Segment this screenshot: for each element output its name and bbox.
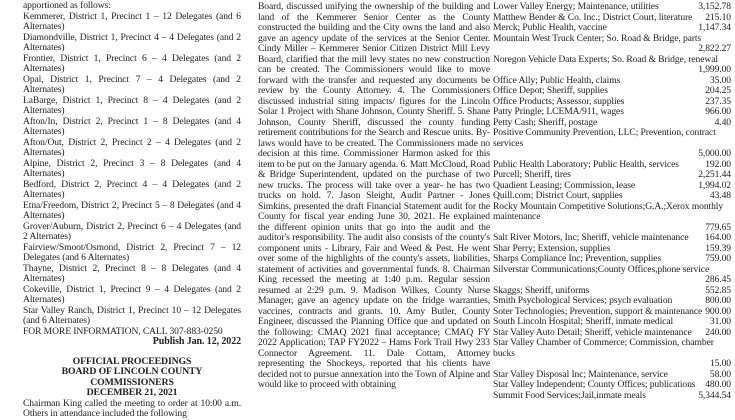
delegate-entry: Etna/Freedom, District 2, Precinct 5 – 8 Delegates (and 4 Alternates) [23, 199, 241, 221]
left-column [23, 1, 241, 420]
delegate-entry: Opal, District 1, Precinct 7 – 4 Delegates (and 2 Alternates) [23, 73, 241, 95]
middle-column [258, 2, 490, 391]
claim-amount: 58.00 [709, 368, 731, 380]
intro-text: apportioned as follows: [23, 0, 111, 11]
claim-item [493, 265, 731, 286]
claim-item [493, 55, 731, 76]
claim-description: Shar Perry; Extension, supplies [493, 242, 611, 254]
claim-amount: 1,994.02 [698, 179, 731, 191]
claim-amount: 204.25 [705, 85, 731, 96]
claim-amount: 43.48 [709, 190, 731, 201]
claim-description: Smith Psychological Services; psych evaluation [493, 295, 673, 306]
claim-amount: 1,999.00 [698, 64, 731, 75]
claim-item [493, 23, 731, 34]
claim-description: Office Ally; Public Health, claims [493, 74, 621, 86]
delegate-entry: Afton/In, District 2, Precinct 1 – 8 Delegates (and 4 Alternates) [23, 115, 241, 137]
claim-amount: 159.39 [705, 242, 731, 254]
claim-description: Soter Technologies; Prevention, support & maintenance [493, 305, 703, 317]
claim-description: Merck; Public Health, vaccine [493, 22, 607, 33]
claim-item [493, 380, 731, 391]
claim-amount: 5,000.00 [698, 148, 731, 159]
delegate-entry: Thayne, District 2, Precinct 8 – 8 Delegates (and 4 Alternates) [23, 262, 241, 284]
claim-amount: 164.00 [705, 232, 731, 243]
claim-amount: 2,251.44 [698, 169, 731, 180]
claims-list [493, 2, 731, 401]
claim-item [493, 233, 731, 244]
heading-proceedings: OFFICIAL PROCEEDINGS [72, 355, 192, 367]
claim-description: Salt River Motors, Inc; Sheriff, vehicle maintenance [493, 232, 689, 243]
claim-description: Rocky Mountain Competitive Solutions;G.A.;Xerox monthly maintenance [493, 200, 724, 222]
publish-date: Publish Jan. 12, 2022 [152, 336, 241, 347]
claim-description: Skaggs; Sheriff, uniforms [493, 284, 590, 296]
claim-description: Matthew Bender & Co. Inc.; District Court, literature [493, 11, 693, 23]
claim-description: Star Valley Independent; County Offices; publications [493, 379, 696, 390]
claim-item [493, 254, 731, 265]
claim-description: Star Valley Disposal Inc; Maintenance, service [493, 368, 668, 380]
claim-item [493, 317, 731, 328]
claim-description: Quadient Leasing; Commission, lease [493, 179, 635, 191]
claim-description: Office Products; Assessor, supplies [493, 95, 625, 107]
claim-amount: 3,152.78 [698, 1, 731, 12]
delegate-entry: LaBarge, District 1, Precinct 8 – 4 Delegates (and 2 Alternates) [23, 94, 241, 116]
claim-amount: 552.85 [705, 284, 731, 296]
claim-item [493, 391, 731, 402]
delegate-entry: Bedford, District 2, Precinct 4 – 4 Delegates (and 2 Alternates) [23, 178, 241, 200]
claim-item [493, 338, 731, 370]
claim-amount: 480.00 [705, 379, 731, 390]
heading-board: BOARD OF LINCOLN COUNTY COMMISSIONERS [61, 366, 203, 388]
delegate-entry: Afton/Out, District 2, Precinct 2 – 4 Delegates (and 2 Alternates) [23, 136, 241, 158]
claim-description: Lower Valley Energy; Maintenance, utilities [493, 1, 659, 12]
delegate-entry: Kemmerer, District 1, Precinct 1 – 12 Delegates (and 6 Alternates) [23, 10, 241, 32]
claim-description: Purcell; Sheriff, tires [493, 169, 571, 180]
claim-amount: 4.40 [714, 116, 731, 128]
delegate-list [23, 12, 241, 338]
claim-description: Positive Community Prevention, LLC; Prevention, contract services [493, 127, 716, 149]
claim-amount: 1,147.34 [698, 22, 731, 33]
claim-amount: 2,822.27 [698, 43, 731, 54]
claim-description: Summit Food Services;Jail,inmate meals [493, 389, 646, 401]
claim-description: Public Health Laboratory; Public Health, services [493, 158, 679, 170]
claim-description: Sharps Compliance Inc; Prevention, supplies [493, 253, 662, 264]
claim-description: Star Valley Auto Detail; Sheriff, vehicle maintenance [493, 326, 692, 338]
minutes-opening: Chairman King called the meeting to order at 10:00 a.m. Others in attendance included the following [23, 397, 241, 419]
claim-item [493, 86, 731, 97]
claim-amount: 237.35 [705, 95, 731, 107]
claim-item [493, 296, 731, 307]
minutes-body: Board, discussed unifying the ownership of the building and land of the Kemmerer Senior Center as the County constructed the building and the City owns the land and also gave an agency update of the services at the Senior Center. Cindy Miller – Kemmerer Senior Citizen District Mill Levy Board, clarified that the mill levy states no new construction can be created. The Commissioners would like to move forward with the transfer and requested any documents be review by the County Attorney. 4. The Commissioners discussed industrial siting impacts/ figures for the Lincoln Solar 1 Project with Shane Johnson, County Sheriff. 5. Shane Johnson, County Sheriff, discussed the county funding retirement contributions for the Search and Rescue units. By-laws would have to be created. The Commissioners made no decision at this time. Commissioner Harmon asked for this item to be put on the January agenda. 6. Matt McCloud, Road & Bridge Superintendent, updated on the purchase of two new trucks. The process will take over a year- he has two trucks on hold. 7. Jason Sleight, Audit Partner - Jones Simkins, presented the draft Financial Statement audit for the County for fiscal year ending June 30, 2021. He explained the different opinion units that go into the audit and the auditor's responsibility. The audit also consists of the county's component units - Library, Fair and Weed & Pest. He went over some of the highlights of the county's assets, liabilities, statement of activities and governmental funds. 8. Chairman King recessed the meeting at 1:40 p.m. Regular session resumed at 2:29 p.m. 9. Madison Wilkes, County Nurse Manager, gave an agency update on the fridge warranties, vaccines, contracts and grants. 10. Amy Butler, County Engineer, discussed the Planning Office que and updated on the following: CMAQ 2021 final acceptance; CMAQ FY 2022 Application; TAP FY2022 – Hams Fork Trail Hwy 233 Connector Agreement. 11. Dale Cottam, Attorney representing the Shockeys, reported that his clients have decided not to pursue annexation into the Town of Alpine and would like to proceed with obtaining [258, 1, 490, 390]
claim-description: Silverstar Communications;County Offices,phone service [493, 263, 710, 275]
delegate-entry: FOR MORE INFORMATION, CALL 307-883-0250 [23, 325, 223, 337]
claim-item [493, 34, 731, 55]
claim-amount: 759.00 [705, 253, 731, 264]
delegate-entry: Frontier, District 1, Precinct 6 – 4 Delegates (and 2 Alternates) [23, 52, 241, 74]
claim-description: Quill.com; District Court, supplies [493, 190, 623, 201]
claim-amount: 900.00 [705, 305, 731, 317]
delegate-entry: Cokeville, District 1, Precinct 9 – 4 Delegates (and 2 Alternates) [23, 283, 241, 305]
claim-amount: 240.00 [705, 326, 731, 338]
claim-amount: 15.00 [709, 358, 731, 369]
claim-description: Mountain West Truck Center; So. Road & Bridge, parts [493, 32, 702, 44]
heading-date: DECEMBER 21, 2021 [86, 387, 178, 398]
claim-amount: 35.00 [709, 74, 731, 86]
delegate-entry: Star Valley Ranch, District 1, Precinct 10 – 12 Delegates (and 6 Alternates) [23, 304, 241, 326]
claim-amount: 5,344.54 [698, 389, 731, 401]
delegate-entry: Grover/Auburn, District 2, Precinct 6 – 4 Delegates (and 2 Alternates) [23, 220, 241, 242]
claim-item [493, 170, 731, 181]
claim-item [493, 191, 731, 202]
claim-amount: 31.00 [709, 316, 731, 327]
claim-description: Noregon Vehicle Data Experts; So. Road & Bridge, renewal [493, 53, 718, 65]
claim-description: South Lincoln Hospital; Sheriff, inmate medical [493, 316, 674, 327]
claim-description: Office Depot; Sheriff, supplies [493, 85, 608, 96]
claim-amount: 966.00 [705, 106, 731, 117]
claim-item [493, 202, 731, 234]
claim-item [493, 2, 731, 13]
claim-item [493, 128, 731, 160]
delegate-entry: Alpine, District 2, Precinct 3 – 8 Delegates (and 4 Alternates) [23, 157, 241, 179]
claim-description: Petty Cash; Sheriff, postage [493, 116, 598, 128]
claim-amount: 286.45 [705, 274, 731, 285]
claim-item [493, 107, 731, 118]
claim-description: Patty Pringle; LCEMA/911, wages [493, 106, 624, 117]
claim-description: Star Valley Chamber of Commerce; Commission, chamber bucks [493, 337, 714, 359]
claim-amount: 192.00 [705, 158, 731, 170]
claim-amount: 800.00 [705, 295, 731, 306]
claim-amount: 215.10 [705, 11, 731, 23]
claim-amount: 779.65 [705, 221, 731, 233]
delegate-entry: Fairview/Smoot/Osmond, District 2, Precinct 7 – 12 Delegates (and 6 Alternates) [23, 241, 241, 263]
delegate-entry: Diamondville, District 1, Precinct 4 – 4 Delegates (and 2 Alternates) [23, 31, 241, 53]
